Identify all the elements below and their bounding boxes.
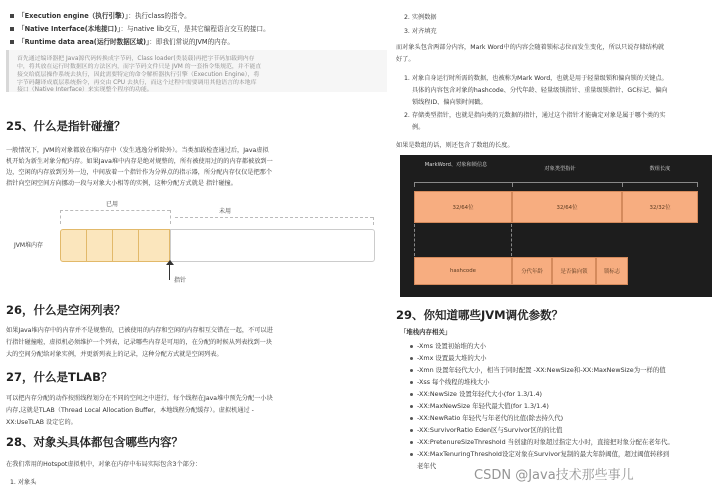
field-lock-flag: 锁标志 — [596, 257, 628, 285]
class-pointer-line-2: 例。 — [412, 124, 425, 131]
q29-subtitle: 「堆栈内存相关」 — [400, 328, 452, 336]
q26-line-1: 如果Java堆内存中的内存并不是规整的，已被使用的内存和空闲的内存相互交错在一起，不可以进 — [6, 327, 273, 334]
pointer-label: 指针 — [174, 277, 187, 284]
q26-line-3: 大的空间分配给对象实例，并更新列表上的记录，这种分配方式就是空闲列表。 — [6, 351, 223, 358]
pointer-arrow-icon — [166, 260, 174, 265]
q27-heading: 27，什么是TLAB？ — [6, 370, 113, 384]
param-xmx: -Xmx 设置最大堆的大小 — [410, 353, 487, 362]
q28-heading: 28、对象头具体都包含哪些内容？ — [6, 435, 184, 449]
param-maxtenuring: -XX:MaxTenuringThreshold设定对象在Survivor复制的最大年龄阈值，超过阈值转移到 — [410, 449, 669, 458]
q25-line-3: 边，空闲的内存放到另外一边，中间放着一个指针作为分界点的指示器，所分配内存仅仅是把那个 — [6, 169, 273, 176]
used-block-3 — [112, 229, 140, 262]
dot-bullet-icon — [410, 369, 413, 372]
q25-line-1: 一般情况下，JVM的对象都放在堆内存中（发生逃逸分析除外）。当类加载检查通过后，Java虚拟 — [6, 147, 269, 154]
unused-dashed-bracket — [175, 217, 373, 218]
jvm-heap-label: JVM堆内存 — [14, 242, 44, 249]
param-maxnewsize: -XX:MaxNewSize 年轻代最大值(for 1.3/1.4) — [410, 401, 549, 410]
csdn-watermark: CSDN @Java技术那些事儿 — [474, 468, 634, 483]
used-dashed-bracket — [60, 210, 170, 211]
bracket-tick-3 — [622, 182, 623, 187]
class-pointer-cell: 32/64位 — [512, 191, 622, 223]
bracket-line — [414, 182, 698, 183]
q25-heading: 25、什么是指针碰撞？ — [6, 119, 126, 133]
q28-item-1: 1. 对象头 — [10, 479, 37, 486]
header-label-class-pointer: 对象类型指针 — [544, 166, 576, 172]
used-block-1 — [60, 229, 88, 262]
bracket-tick-4 — [697, 182, 698, 187]
right-column — [394, 0, 720, 491]
markword-line-2: 具体的内容包含对象的hashcode、分代年龄、轻量级锁指针、重量级锁指针、GC标记、偏向 — [412, 87, 668, 94]
q27-line-3: XX:UseTLAB 设定它的。 — [6, 419, 77, 426]
object-header-diagram — [400, 155, 712, 297]
param-xms: -Xms 设置初始堆的大小 — [410, 341, 486, 350]
param-newsize: -XX:NewSize 设置年轻代大小(for 1.3/1.4) — [410, 389, 542, 398]
q27-line-2: 内存,这就是TLAB（Thread Local Allocation Buffer，本地线程分配缓存）。虚拟机通过 - — [6, 407, 254, 414]
header-label-markword: MarkWord、对象和锁信息 — [424, 162, 488, 168]
used-block-2 — [86, 229, 114, 262]
q26-line-2: 行指针碰撞啦，虚拟机必须维护一个列表，记录哪些内存是可用的，在分配的时候从列表找到一块 — [6, 339, 273, 346]
bullet-execution-engine: 「Execution engine（执行引擎）」：执行class的指令。 — [10, 10, 191, 20]
square-bullet-icon — [10, 27, 14, 31]
bullet-runtime-data-area: 「Runtime data area(运行时数据区域)」：即我们常说的JVM的内存。 — [10, 36, 234, 46]
expand-line-left — [414, 224, 416, 256]
dot-bullet-icon — [410, 417, 413, 420]
array-length-cell: 32/32位 — [622, 191, 698, 223]
param-newratio: -XX:NewRatio 年轻代与年老代的比值(除去持久代) — [410, 413, 563, 422]
field-hashcode: hashcode — [414, 257, 512, 285]
dot-bullet-icon — [410, 381, 413, 384]
param-maxtenuring-cont: 老年代 — [417, 462, 437, 470]
used-bracket-right — [170, 210, 171, 224]
dot-bullet-icon — [410, 441, 413, 444]
dot-bullet-icon — [410, 345, 413, 348]
q26-heading: 26，什么是空闲列表？ — [6, 303, 126, 317]
item-padding: 3. 对齐填充 — [404, 28, 437, 35]
param-xss: -Xss 每个线程的堆栈大小 — [410, 377, 490, 386]
used-block-4 — [138, 229, 170, 262]
dot-bullet-icon — [410, 429, 413, 432]
q28-line: 在我们常用的Hotspot虚拟机中，对象在内存中布局实际包含3个部分： — [6, 461, 202, 468]
param-pretenure: -XX:PretenureSizeThreshold 当创建的对象超过指定大小时，直接把对象分配在老年代。 — [410, 437, 674, 446]
bullet-native-interface: 「Native Interface(本地接口)」：与native lib交互，是其它编程语言交互的接口。 — [10, 23, 270, 33]
field-biased-lock: 是否偏向锁 — [552, 257, 596, 285]
header-paragraph-line-2: 好了。 — [396, 56, 415, 63]
q25-line-2: 机开始为新生对象分配内存。如果Java堆中内存是绝对规整的，所有被使用过的的内存都被放到一 — [6, 158, 273, 165]
free-region — [170, 229, 375, 262]
markword-line-3: 锁线程ID、偏向锁时间戳。 — [412, 99, 487, 106]
dot-bullet-icon — [410, 357, 413, 360]
dot-bullet-icon — [410, 405, 413, 408]
markword-line-1: 1. 对象自身运行时所需的数据，也被称为Mark Word，也就是用于轻量级锁和偏向锁的关键点。 — [404, 75, 668, 82]
jvm-flow-quote: 首先通过编译器把 Java源代码转换成字节码，Class loader(类装载)再把字节码加载到内存 中，将其放在运行时数据区的方法区内，而字节码文件只是 JVM 的一套指令集规范，并不能直 接交给底层操作系统去执行，因此需要特定的命令解析器执行引擎（Execution Engine），将 字节码翻译成底层系统指令，再交由 CPU 去执行，而这个过程中需要调用其他语言的本地库 接口（Native Interface）来实现整个程序的功能。 — [6, 50, 387, 92]
dot-bullet-icon — [410, 453, 413, 456]
class-pointer-line-1: 2. 存储类型指针，也就是指向类的元数据的指针，通过这个指针才能确定对象是属于哪个类的实 — [404, 112, 666, 119]
header-paragraph-line-1: 而对象头包含两部分内容，Mark Word中的内容会随着锁标志位而发生变化，所以只说存储结构就 — [396, 44, 665, 51]
field-generation-age: 分代年龄 — [512, 257, 552, 285]
unused-label: 未用 — [219, 208, 232, 215]
bracket-tick-1 — [414, 182, 415, 187]
q25-line-4: 指针向空闲空间方向挪动一段与对象大小相等的实例，这种分配方式就是 指针碰撞。 — [6, 180, 237, 187]
header-label-array-length: 数组长度 — [649, 166, 671, 172]
item-instance-data: 2. 实例数据 — [404, 14, 437, 21]
q27-line-1: 可以把内存分配的动作按照线程划分在不同的空间之中进行，每个线程在Java堆中预先分配一小块 — [6, 395, 273, 402]
array-length-note: 如果是数组的话，则还包含了数组的长度。 — [396, 142, 514, 149]
q29-heading: 29、你知道哪些JVM调优参数？ — [396, 308, 564, 322]
param-xmn: -Xmn 设置年轻代大小，相当于同时配置 -XX:NewSize和-XX:MaxNewSize为一样的值 — [410, 365, 666, 374]
expand-line-right — [511, 224, 513, 256]
markword-cell: 32/64位 — [414, 191, 512, 223]
used-bracket-left — [60, 210, 61, 224]
param-survivorratio: -XX:SurvivorRatio Eden区与Survivor区的的比值 — [410, 425, 562, 434]
dot-bullet-icon — [410, 393, 413, 396]
square-bullet-icon — [10, 40, 14, 44]
unused-bracket-right — [373, 217, 374, 225]
square-bullet-icon — [10, 14, 14, 18]
used-label: 已用 — [106, 201, 119, 208]
bracket-tick-2 — [512, 182, 513, 187]
